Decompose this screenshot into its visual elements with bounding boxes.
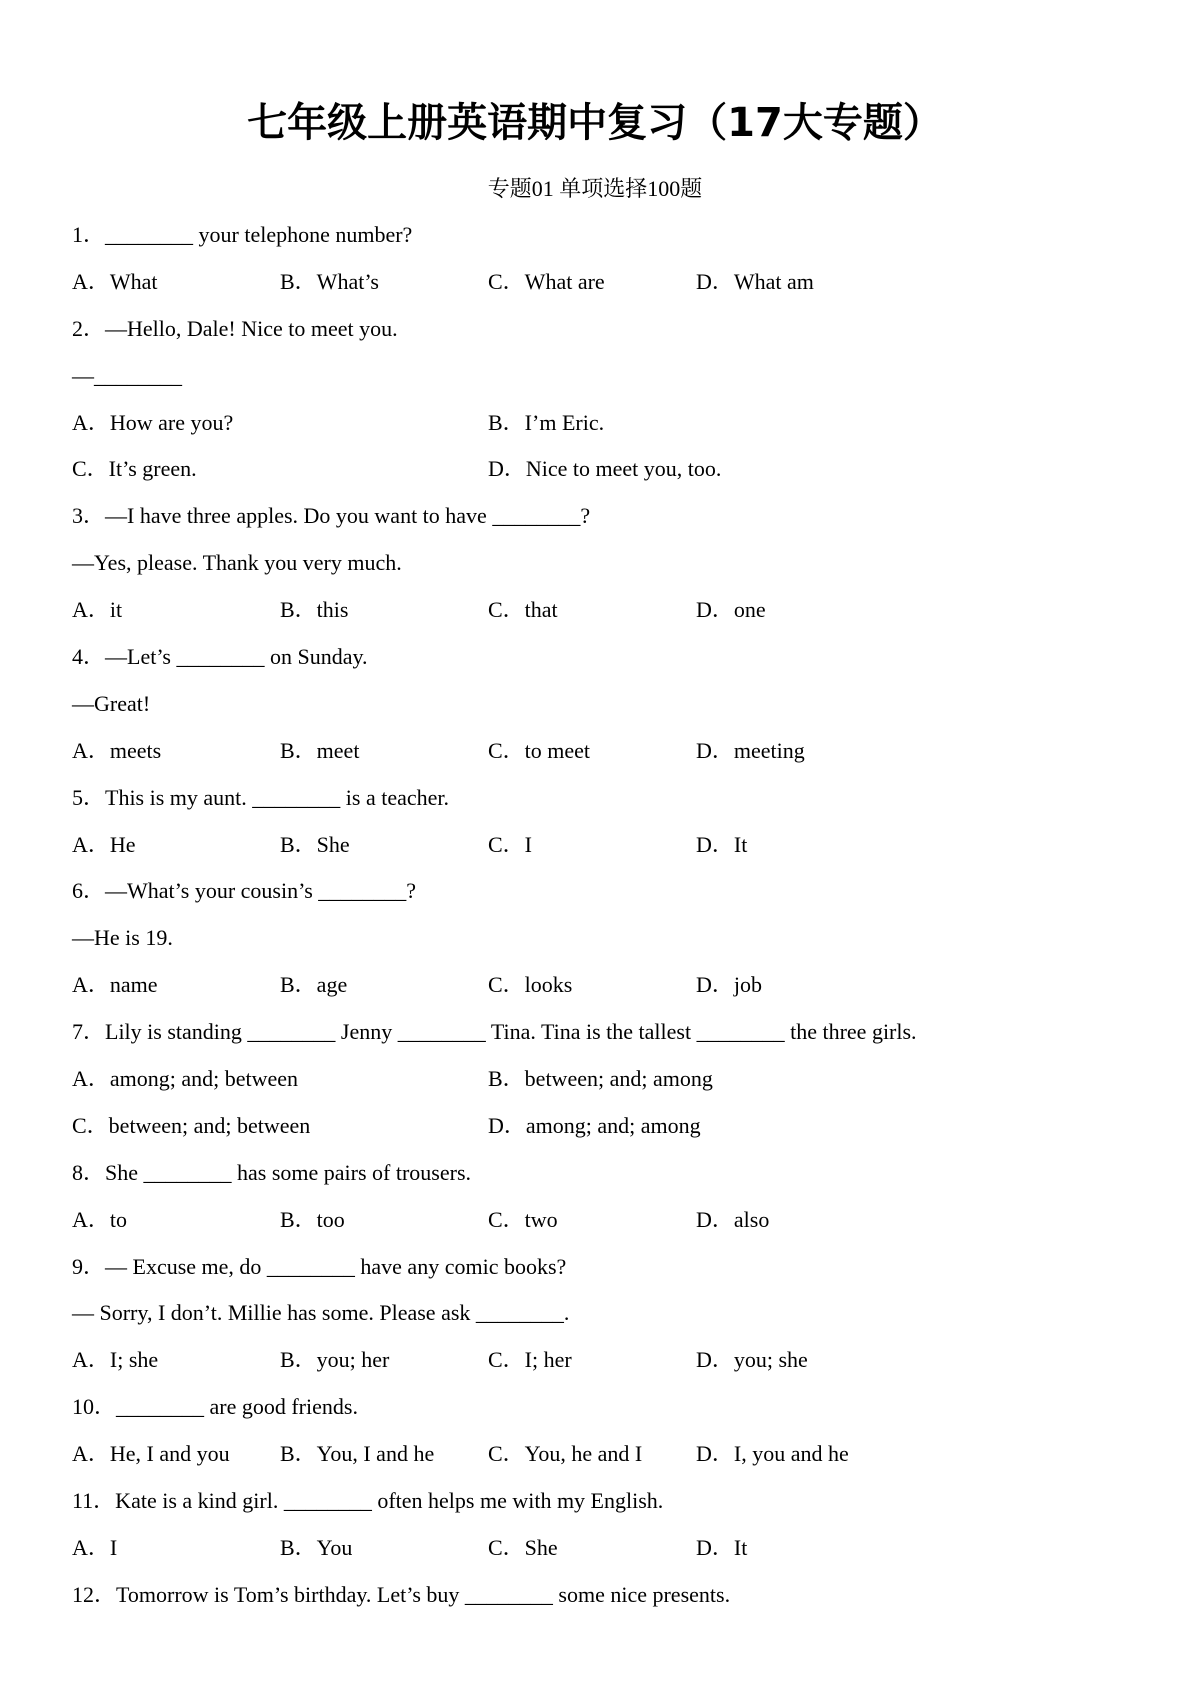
option-row	[72, 587, 1130, 634]
answer-option: B．this	[280, 597, 349, 623]
answer-option: A．to	[72, 1206, 128, 1232]
question-stem: 10．________ are good friends.	[72, 1394, 358, 1420]
question-list	[72, 212, 1130, 1619]
answer-option: B．You	[280, 1534, 353, 1560]
option-row	[72, 1337, 1130, 1384]
question-stem: 6．—What’s your cousin’s ________?	[72, 878, 417, 904]
answer-option: C．It’s green.	[72, 456, 197, 482]
question-stem: 7．Lily is standing ________ Jenny ________ Tina. Tina is the tallest ________ the three girls.	[72, 1019, 917, 1045]
answer-option: A．He	[72, 831, 136, 857]
answer-option: A．name	[72, 972, 158, 998]
answer-option: D．job	[696, 972, 763, 998]
option-row	[72, 259, 1130, 306]
answer-option: D．It	[696, 1534, 748, 1560]
answer-option: A．meets	[72, 737, 162, 763]
option-row	[72, 1056, 1130, 1103]
answer-option: D．What am	[696, 268, 814, 294]
question-dialogue-line: — Sorry, I don’t. Millie has some. Please ask ________.	[72, 1300, 570, 1326]
answer-option: B．between; and; among	[488, 1066, 713, 1092]
question-stem: 9．— Excuse me, do ________ have any comic books?	[72, 1253, 567, 1279]
answer-option: B．I’m Eric.	[488, 409, 605, 435]
option-row	[72, 1197, 1130, 1244]
answer-option: A．it	[72, 597, 123, 623]
answer-option: C．two	[488, 1206, 558, 1232]
answer-option: B．What’s	[280, 268, 379, 294]
option-row	[72, 1525, 1130, 1572]
answer-option: B．age	[280, 972, 348, 998]
answer-option: B．She	[280, 831, 350, 857]
answer-option: B．you; her	[280, 1347, 390, 1373]
answer-option: D．I, you and he	[696, 1441, 849, 1467]
question-stem: 8．She ________ has some pairs of trousers.	[72, 1159, 472, 1185]
question-stem: 1．________ your telephone number?	[72, 222, 413, 247]
question-stem: 3．—I have three apples. Do you want to have ________?	[72, 503, 591, 529]
answer-option: A．He, I and you	[72, 1441, 230, 1467]
answer-option: C．What are	[488, 268, 605, 294]
option-row	[72, 822, 1130, 869]
option-row	[72, 400, 1130, 447]
option-row	[72, 1103, 1130, 1150]
question-dialogue-line: —________	[72, 362, 182, 388]
answer-option: C．between; and; between	[72, 1112, 311, 1138]
option-row	[72, 728, 1130, 775]
section-subtitle: 专题01 单项选择100题	[487, 176, 703, 201]
question-dialogue-line: —Yes, please. Thank you very much.	[72, 550, 402, 576]
answer-option: D．one	[696, 597, 766, 623]
answer-option: A．What	[72, 268, 158, 294]
answer-option: D．It	[696, 831, 748, 857]
answer-option: D．meeting	[696, 737, 805, 763]
question-dialogue-line: —Great!	[72, 690, 151, 716]
answer-option: C．that	[488, 597, 558, 623]
answer-option: B．meet	[280, 737, 360, 763]
answer-option: A．among; and; between	[72, 1066, 299, 1092]
answer-option: B．too	[280, 1206, 345, 1232]
answer-option: D．you; she	[696, 1347, 808, 1373]
answer-option: C．looks	[488, 972, 573, 998]
question-stem: 12．Tomorrow is Tom’s birthday. Let’s buy ________ some nice presents.	[72, 1581, 731, 1607]
answer-option: C．to meet	[488, 737, 591, 763]
answer-option: C．You, he and I	[488, 1441, 643, 1467]
option-row	[72, 1431, 1130, 1478]
question-dialogue-line: —He is 19.	[72, 925, 173, 951]
answer-option: A．I; she	[72, 1347, 159, 1373]
option-row	[72, 962, 1130, 1009]
answer-option: D．Nice to meet you, too.	[488, 456, 722, 482]
answer-option: A．How are you?	[72, 409, 234, 435]
answer-option: C．I; her	[488, 1347, 572, 1373]
document-title: 七年级上册英语期中复习（17大专题）	[247, 100, 943, 146]
answer-option: C．She	[488, 1534, 558, 1560]
option-row	[72, 446, 1130, 493]
answer-option: D．also	[696, 1206, 770, 1232]
question-stem: 5．This is my aunt. ________ is a teacher.	[72, 784, 449, 810]
answer-option: D．among; and; among	[488, 1112, 701, 1138]
question-stem: 2．—Hello, Dale! Nice to meet you.	[72, 315, 398, 341]
answer-option: B．You, I and he	[280, 1441, 435, 1467]
answer-option: C．I	[488, 831, 533, 857]
question-stem: 4．—Let’s ________ on Sunday.	[72, 644, 368, 670]
answer-option: A．I	[72, 1534, 118, 1560]
question-stem: 11．Kate is a kind girl. ________ often helps me with my English.	[72, 1488, 664, 1514]
